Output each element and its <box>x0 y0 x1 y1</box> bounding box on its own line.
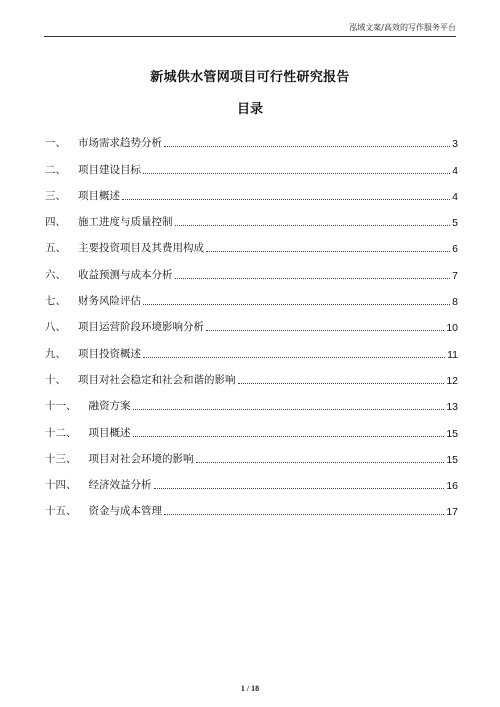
toc-entry-title: 融资方案 <box>88 400 131 413</box>
toc-entry-page: 11 <box>447 348 458 361</box>
toc-entry-page: 6 <box>452 243 458 256</box>
header-divider <box>44 36 456 37</box>
toc-entry-number: 十四、 <box>45 479 77 492</box>
dot-leader <box>122 199 450 200</box>
dot-leader <box>154 488 445 489</box>
toc-entry-page: 15 <box>446 427 458 440</box>
page-header-text: 泓域文案/高效的写作服务平台 <box>349 23 456 32</box>
dot-leader <box>238 383 445 384</box>
toc-entry-number: 八、 <box>45 321 66 334</box>
toc-entry-page: 16 <box>446 480 458 493</box>
toc-entry-number: 四、 <box>45 216 66 229</box>
dot-leader <box>164 514 444 515</box>
toc-entry-page: 17 <box>446 506 458 519</box>
toc-entry-5[interactable] <box>45 229 458 255</box>
toc-entry-7[interactable] <box>45 282 458 308</box>
dot-leader <box>164 146 450 147</box>
toc-entry-title: 项目概述 <box>88 426 131 439</box>
dot-leader <box>143 357 445 358</box>
toc-entry-page: 4 <box>452 190 458 203</box>
dot-leader <box>206 251 450 252</box>
toc-entry-14[interactable] <box>45 466 458 492</box>
toc-entry-number: 一、 <box>45 137 66 150</box>
toc-heading: 目录 <box>236 102 263 117</box>
dot-leader <box>143 304 450 305</box>
dot-leader <box>196 462 445 463</box>
toc-entry-title: 项目对社会环境的影响 <box>88 452 194 465</box>
toc-entry-page: 12 <box>446 374 458 387</box>
document-title: 新城供水管网项目可行性研究报告 <box>150 70 350 85</box>
toc-entry-title: 经济效益分析 <box>88 479 152 492</box>
dot-leader <box>133 436 445 437</box>
toc-entry-13[interactable] <box>45 440 458 466</box>
toc-entry-page: 13 <box>446 401 458 414</box>
toc-entry-2[interactable] <box>45 150 458 176</box>
toc-entry-title: 市场需求趋势分析 <box>78 137 162 150</box>
toc-entry-title: 项目运营阶段环境影响分析 <box>78 321 204 334</box>
toc-entry-number: 五、 <box>45 242 66 255</box>
toc-entry-1[interactable] <box>45 124 458 150</box>
toc-entry-15[interactable] <box>45 492 458 518</box>
dot-leader <box>175 278 451 279</box>
toc-entry-title: 项目概述 <box>78 189 120 202</box>
toc-entry-page: 3 <box>452 138 458 151</box>
toc-entry-title: 资金与成本管理 <box>88 505 162 518</box>
toc-entry-number: 十五、 <box>45 505 77 518</box>
toc-entry-number: 六、 <box>45 268 66 281</box>
toc-entry-page: 8 <box>452 296 458 309</box>
toc-entry-page: 5 <box>452 217 458 230</box>
toc-entry-3[interactable] <box>45 177 458 203</box>
toc-entry-6[interactable] <box>45 255 458 281</box>
table-of-contents <box>45 124 458 518</box>
toc-entry-title: 项目投资概述 <box>78 347 141 360</box>
toc-entry-number: 十一、 <box>45 400 77 413</box>
toc-entry-number: 九、 <box>45 347 66 360</box>
dot-leader <box>133 409 445 410</box>
toc-entry-10[interactable] <box>45 361 458 387</box>
toc-entry-title: 财务风险评估 <box>78 295 141 308</box>
toc-entry-page: 4 <box>452 164 458 177</box>
toc-entry-9[interactable] <box>45 334 458 360</box>
toc-entry-number: 十二、 <box>45 426 77 439</box>
toc-entry-number: 十、 <box>45 373 66 386</box>
toc-entry-title: 主要投资项目及其费用构成 <box>78 242 204 255</box>
toc-entry-title: 收益预测与成本分析 <box>78 268 173 281</box>
toc-entry-number: 三、 <box>45 189 66 202</box>
toc-entry-12[interactable] <box>45 413 458 439</box>
toc-entry-11[interactable] <box>45 387 458 413</box>
toc-entry-page: 15 <box>446 453 458 466</box>
toc-entry-number: 十三、 <box>45 452 77 465</box>
toc-entry-title: 施工进度与质量控制 <box>78 216 173 229</box>
page-number-indicator: 1 / 18 <box>240 684 260 693</box>
toc-entry-4[interactable] <box>45 203 458 229</box>
dot-leader <box>175 225 451 226</box>
dot-leader <box>206 330 444 331</box>
toc-entry-title: 项目建设目标 <box>78 163 141 176</box>
toc-entry-page: 7 <box>452 269 458 282</box>
toc-entry-number: 七、 <box>45 295 66 308</box>
toc-entry-8[interactable] <box>45 308 458 334</box>
dot-leader <box>143 173 450 174</box>
toc-entry-number: 二、 <box>45 163 66 176</box>
toc-entry-page: 10 <box>446 322 458 335</box>
toc-entry-title: 项目对社会稳定和社会和谐的影响 <box>78 373 236 386</box>
